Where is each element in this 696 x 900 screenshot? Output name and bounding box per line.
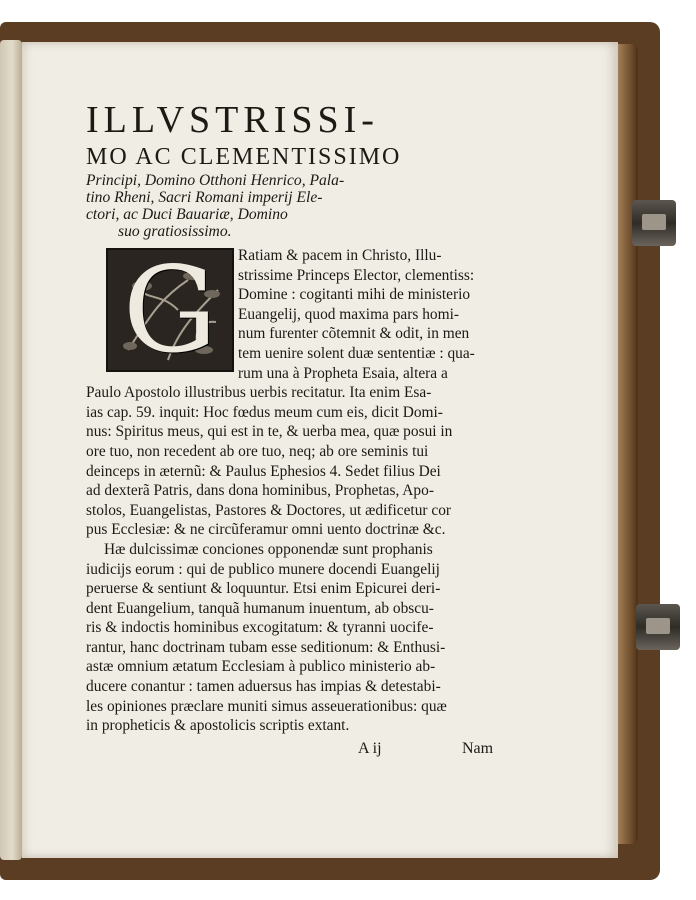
facing-page-edge bbox=[0, 40, 22, 860]
text-line: nus: Spiritus meus, qui est in te, & uerba mea, quæ posui in bbox=[86, 423, 453, 441]
text-line: les opiniones præclare muniti simus asseuerationibus: quæ bbox=[86, 697, 447, 715]
text-line: iudicijs eorum : qui de publico munere docendi Euangelij bbox=[86, 560, 440, 578]
text-line: peruerse & sentiunt & loquuntur. Etsi enim Epicurei deri- bbox=[86, 580, 441, 598]
text-line: ducere conantur : tamen aduersus has impias & detestabi- bbox=[86, 678, 441, 696]
address-line: Principi, Domino Otthoni Henrico, Pala- bbox=[86, 172, 345, 189]
text-line: Ratiam & pacem in Christo, Illu- bbox=[238, 247, 442, 264]
page-text bbox=[86, 98, 532, 760]
address-line: tino Rheni, Sacri Romani imperij Ele- bbox=[86, 189, 323, 206]
text-line: Paulo Apostolo illustribus uerbis recitatur. Ita enim Esa- bbox=[86, 384, 432, 402]
page-heading-line-1: ILLVSTRISSI- bbox=[86, 99, 379, 141]
text-line: Euangelij, quod maxima pars homi- bbox=[238, 305, 459, 323]
text-line: ris & indoctis hominibus excogitatum: & tyranni uocife- bbox=[86, 619, 434, 637]
text-line: strissime Princeps Elector, clementiss: bbox=[238, 266, 475, 284]
text-line: astæ omnium ætatum Ecclesiam à publico ministerio ab- bbox=[86, 658, 436, 676]
text-line: pus Ecclesiæ: & ne circũferamur omni uento doctrinæ &c. bbox=[86, 521, 446, 539]
text-line: in propheticis & apostolicis scriptis extant. bbox=[86, 717, 350, 735]
text-line: ias cap. 59. inquit: Hoc fœdus meum cum eis, dicit Domi- bbox=[86, 403, 443, 421]
decorated-initial bbox=[106, 248, 234, 372]
dedication-address bbox=[86, 172, 532, 240]
text-line: ad dexterã Patris, dans dona hominibus, Prophetas, Apo- bbox=[86, 482, 434, 500]
text-line: tem uenire solent duæ sententiæ : qua- bbox=[238, 344, 475, 362]
text-line: rum una à Propheta Esaia, altera a bbox=[238, 364, 448, 382]
text-line: num furenter cõtemnit & odit, in men bbox=[238, 325, 470, 343]
text-line: Domine : cogitanti mihi de ministerio bbox=[238, 286, 471, 304]
address-line: suo gratiosissimo. bbox=[118, 223, 232, 240]
catchword: Nam bbox=[462, 739, 494, 757]
text-line: stolos, Euangelistas, Pastores & Doctores, ut ædificetur cor bbox=[86, 501, 452, 519]
text-line: rantur, hanc doctrinam tubam esse seditionum: & Enthusi- bbox=[86, 638, 446, 656]
paragraph-start-line: Hæ dulcissimæ conciones opponendæ sunt prophanis bbox=[104, 540, 433, 558]
text-line: dent Euangelium, tanquã humanum inuentum, ab obscu- bbox=[86, 599, 434, 617]
letter-body bbox=[86, 246, 532, 760]
page-footer bbox=[86, 738, 532, 760]
book-page bbox=[22, 42, 618, 858]
initial-letter: G bbox=[122, 248, 218, 372]
lower-clasp bbox=[636, 604, 680, 650]
text-line: ore tuo, non recedent ab ore tuo, neq; ab ore seminis tui bbox=[86, 442, 429, 460]
upper-clasp bbox=[632, 200, 676, 246]
signature-mark: A ij bbox=[358, 739, 382, 757]
address-line: ctori, ac Duci Bauariæ, Domino bbox=[86, 206, 288, 223]
page-heading-line-2: MO AC CLEMENTISSIMO bbox=[86, 144, 402, 170]
text-line: deinceps in æternũ: & Paulus Ephesios 4. Sedet filius Dei bbox=[86, 462, 441, 480]
